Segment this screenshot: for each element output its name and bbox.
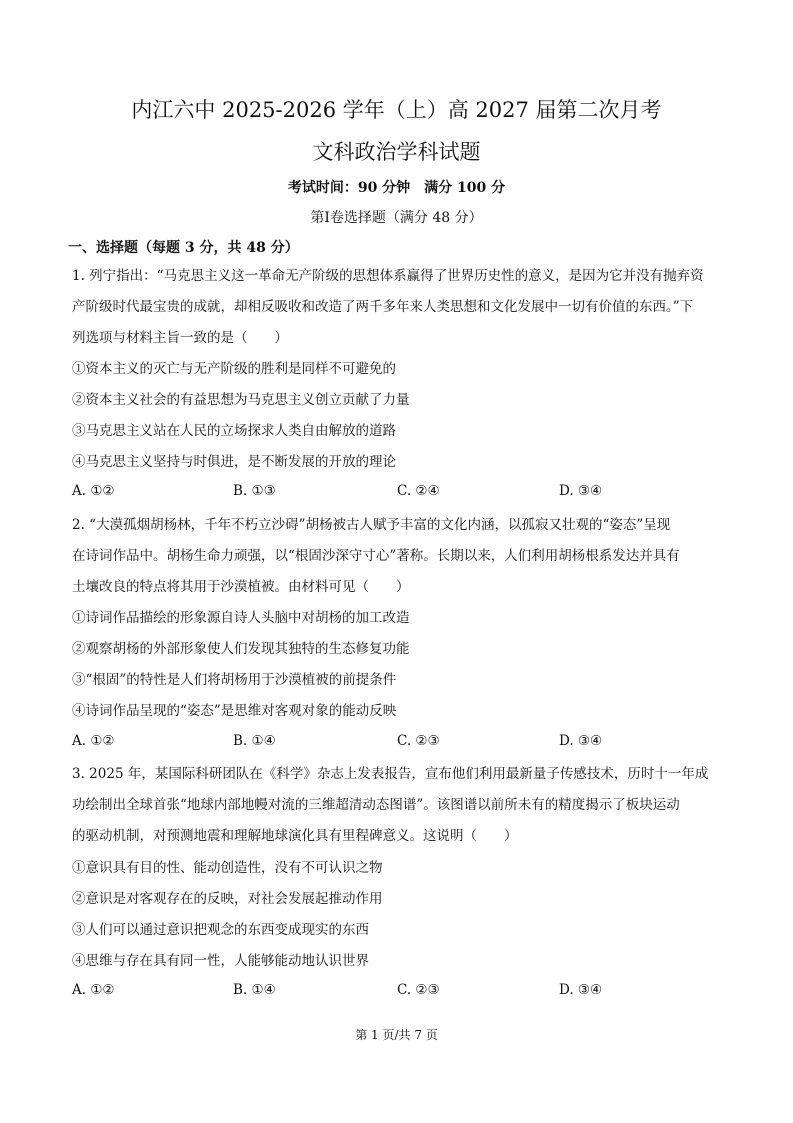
- question-1-statement-2: ②资本主义社会的有益思想为马克思主义创立贡献了力量: [72, 392, 410, 408]
- question-3-statement-1: ①意识具有目的性、能动创造性，没有不可认识之物: [72, 860, 383, 876]
- question-1-statement-3: ③马克思主义站在人民的立场探求人类自由解放的道路: [72, 423, 396, 439]
- option-b: B. ①③: [233, 483, 276, 499]
- question-2-statement-1: ①诗词作品描绘的形象源自诗人头脑中对胡杨的加工改造: [72, 610, 410, 626]
- option-d: D. ③④: [559, 982, 603, 998]
- option-a: A. ①②: [72, 483, 115, 499]
- question-2-statement-3: ③“根固”的特性是人们将胡杨用于沙漠植被的前提条件: [72, 672, 397, 688]
- question-2-stem-line-2: 在诗词作品中。胡杨生命力顽强，以“根固沙深守寸心”著称。长期以来，人们利用胡杨根系发达并具有: [72, 548, 680, 564]
- question-3-stem-line-1: 3. 2025 年，某国际科研团队在《科学》杂志上发表报告，宣布他们利用最新量子传感技术，历时十一年成: [72, 766, 709, 782]
- option-a: A. ①②: [72, 982, 115, 998]
- question-3-statement-3: ③人们可以通过意识把观念的东西变成现实的东西: [72, 922, 369, 938]
- option-c: C. ②③: [397, 982, 440, 998]
- volume-title: 第Ⅰ卷选择题（满分 48 分）: [310, 210, 483, 226]
- option-b: B. ①④: [233, 733, 276, 749]
- option-d: D. ③④: [559, 483, 603, 499]
- question-1-statement-4: ④马克思主义坚持与时俱进，是不断发展的开放的理论: [72, 454, 396, 470]
- question-3-stem-line-2: 功绘制出全球首张“地球内部地幔对流的三维超清动态图谱”。该图谱以前所未有的精度揭示了板块运动: [72, 797, 680, 813]
- option-b: B. ①④: [233, 982, 276, 998]
- exam-subject-title: 文科政治学科试题: [312, 140, 481, 164]
- option-d: D. ③④: [559, 733, 603, 749]
- exam-info: 考试时间：90 分钟 满分 100 分: [287, 180, 506, 196]
- question-2-options: [72, 733, 722, 753]
- option-c: C. ②④: [397, 483, 440, 499]
- question-2-stem-line-1: 2. “大漠孤烟胡杨林，千年不朽立沙碍”胡杨被古人赋予丰富的文化内涵，以孤寂又壮观的“姿态”呈现: [72, 517, 671, 533]
- question-3-statement-4: ④思维与存在具有同一性，人能够能动地认识世界: [72, 953, 369, 969]
- option-a: A. ①②: [72, 733, 115, 749]
- question-2-statement-4: ④诗词作品呈现的“姿态”是思维对客观对象的能动反映: [72, 703, 397, 719]
- question-1-statement-1: ①资本主义的灭亡与无产阶级的胜利是同样不可避免的: [72, 361, 396, 377]
- question-1-stem-line-2: 产阶级时代最宝贵的成就，却相反吸收和改造了两千多年来人类思想和文化发展中一切有价值的东西。”下: [72, 299, 694, 315]
- question-1-stem-line-3: 列选项与材料主旨一致的是（ ）: [72, 330, 288, 346]
- question-2-statement-2: ②观察胡杨的外部形象使人们发现其独特的生态修复功能: [72, 641, 410, 657]
- question-3-stem-line-3: 的驱动机制，对预测地震和理解地球演化具有里程碑意义。这说明（ ）: [72, 828, 518, 844]
- option-c: C. ②③: [397, 733, 440, 749]
- exam-title: 内江六中 2025-2026 学年（上）高 2027 届第二次月考: [131, 98, 662, 122]
- question-1-options: [72, 483, 722, 503]
- section-heading: 一、选择题（每题 3 分，共 48 分）: [68, 240, 299, 256]
- page-number: 第 1 页/共 7 页: [355, 1028, 438, 1042]
- question-3-statement-2: ②意识是对客观存在的反映，对社会发展起推动作用: [72, 891, 383, 907]
- question-2-stem-line-3: 土壤改良的特点将其用于沙漠植被。由材料可见（ ）: [72, 579, 410, 595]
- question-3-options: [72, 982, 722, 1002]
- question-1-stem-line-1: 1. 列宁指出：“马克思主义这一革命无产阶级的思想体系赢得了世界历史性的意义，是因为它并没有抛弃资: [72, 268, 704, 284]
